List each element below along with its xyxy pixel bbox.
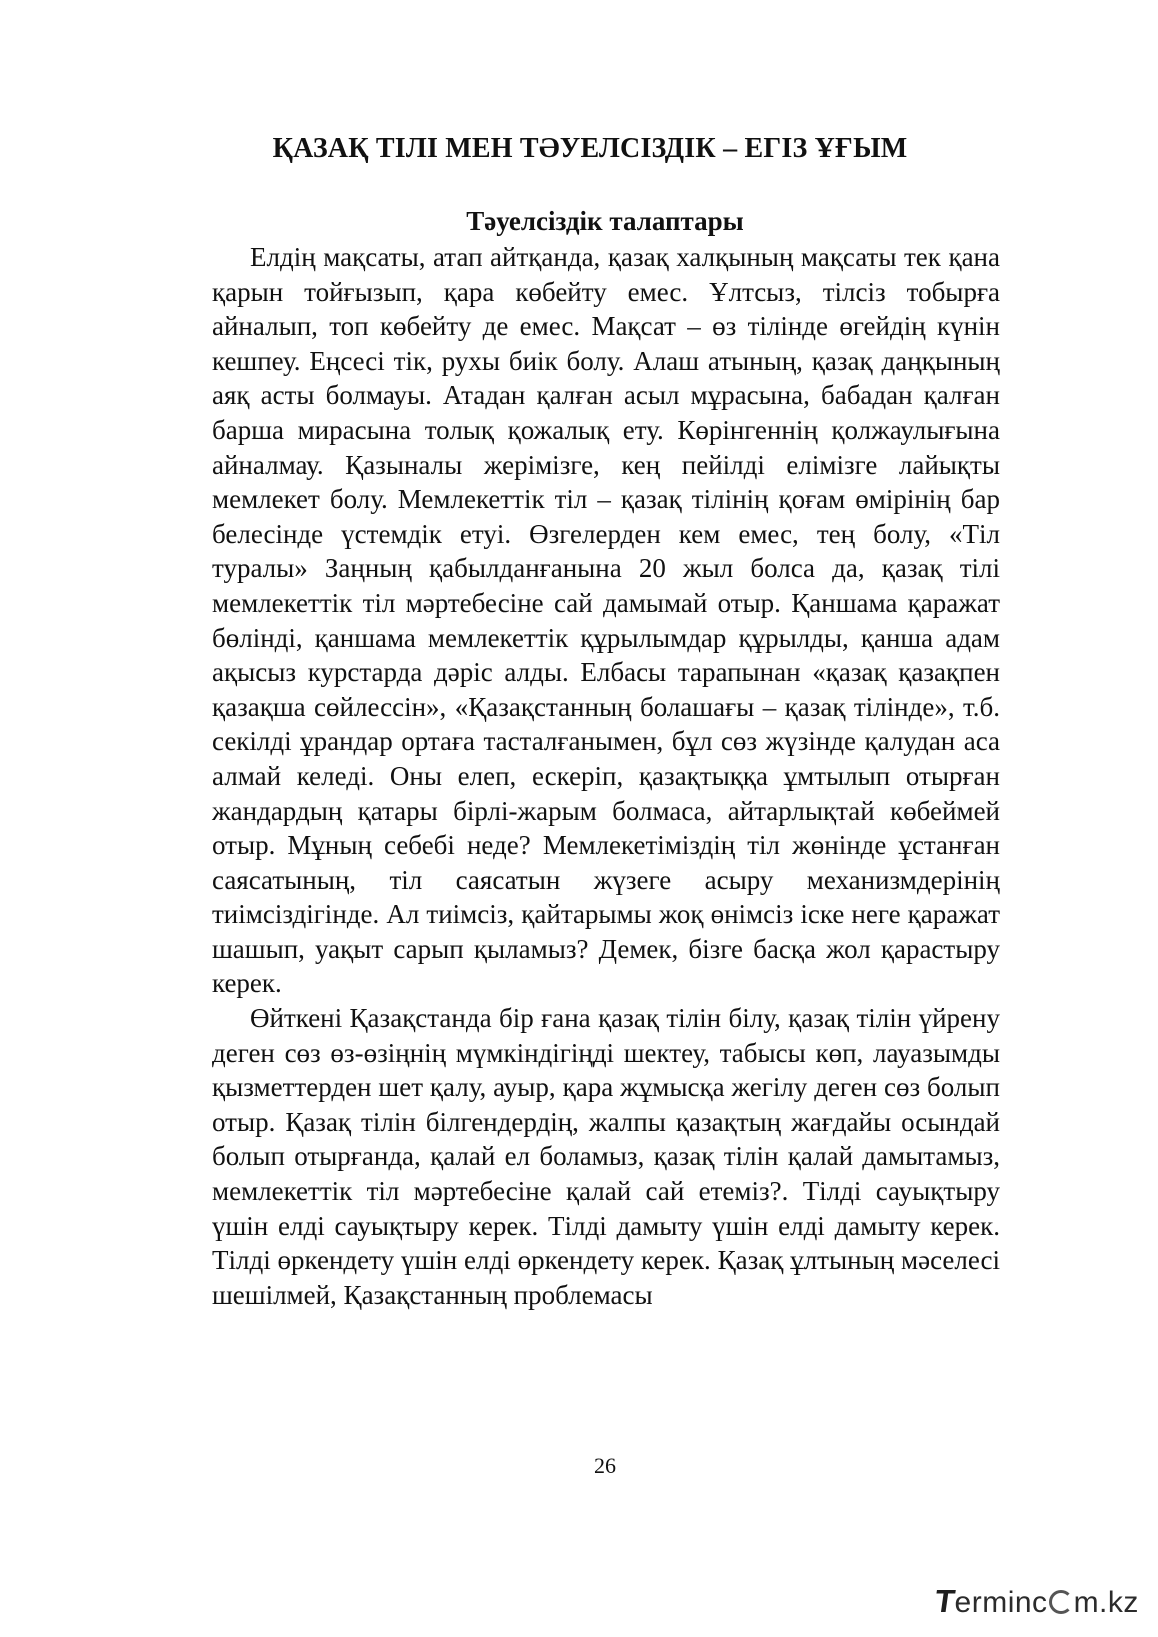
- paragraph-1: Елдің мақсаты, атап айтқанда, қазақ халқының мақсаты тек қана қарын тойғызып, қара көбейту емес. Ұлтсыз, тілсіз тобырға айналып, топ көбейту де емес. Мақсат – өз тілінде өгейдің күнін кешпеу. Еңсесі тік, рухы биік болу. Алаш атының, қазақ даңқының аяқ асты болмауы. Атадан қалған асыл мұрасына, бабадан қалған барша мирасына толық қожалық ету. Көрінгеннің қолжаулығына айналмау. Қазыналы жерімізге, кең пейілді елімізге лайықты мемлекет болу. Мемлекеттік тіл – қазақ тілінің қоғам өмірінің бар белесінде үстемдік етуі. Өзгелерден кем емес, тең болу, «Тіл туралы» Заңның қабылданғанына 20 жыл болса да, қазақ тілі мемлекеттік тіл мәртебесіне сай дамымай отыр. Қаншама қаражат бөлінді, қаншама мемлекеттік құрылымдар құрылды, қанша адам ақысыз курстарда дәріс алды. Елбасы тарапынан «қазақ қазақпен қазақша сөйлессін», «Қазақстанның болашағы – қазақ тілінде», т.б. секілді ұрандар ортаға тасталғанымен, бұл сөз жүзінде қалудан аса алмай келеді. Оны елеп, ескеріп, қазақтыққа ұмтылып отырған жандардың қатары бірлі-жарым болмаса, айтарлықтай көбеймей отыр. Мұның себебі неде? Мемлекетіміздің тіл жөнінде ұстанған саясатының, тіл саясатын жүзеге асыру механизмдерінің тиімсіздігінде. Ал тиімсіз, қайтарымы жоқ өнімсіз іске неге қаражат шашып, уақыт сарып қыламыз? Демек, бізге басқа жол қарастыру керек.: [212, 242, 1000, 999]
- logo-o-icon: [1049, 1590, 1073, 1614]
- termincom-logo: [932, 1583, 1139, 1623]
- logo-letter-t: T: [932, 1583, 958, 1619]
- section-heading: Тәуелсіздік талаптары: [466, 206, 744, 236]
- page-title: ҚАЗАҚ ТІЛІ МЕН ТӘУЕЛСІЗДІК – ЕГІЗ ҰҒЫМ: [272, 133, 908, 164]
- paragraph-2: Өйткені Қазақстанда бір ғана қазақ тілін білу, қазақ тілін үйрену деген сөз өз-өзіңнің мүмкіндігіңді шектеу, табысы көп, лауазымды қызметтерден шет қалу, ауыр, қара жұмысқа жегілу деген сөз болып отыр. Қазақ тілін білгендердің, жалпы қазақтың жағдайы осындай болып отырғанда, қалай ел боламыз, қазақ тілін қалай дамытамыз, мемлекеттік тіл мәртебесіне қалай сай етеміз?. Тілді сауықтыру үшін елді сауықтыру керек. Тілді дамыту үшін елді дамыту керек. Тілді өркендету үшін елді өркендету керек. Қазақ ұлтының мәселесі шешілмей, Қазақстанның проблемасы: [212, 1003, 1000, 1310]
- logo-text-part1: erminc: [954, 1586, 1048, 1619]
- body-text: [212, 240, 1000, 1312]
- page-number: 26: [594, 1453, 616, 1478]
- logo-text-part2: m.kz: [1073, 1586, 1139, 1619]
